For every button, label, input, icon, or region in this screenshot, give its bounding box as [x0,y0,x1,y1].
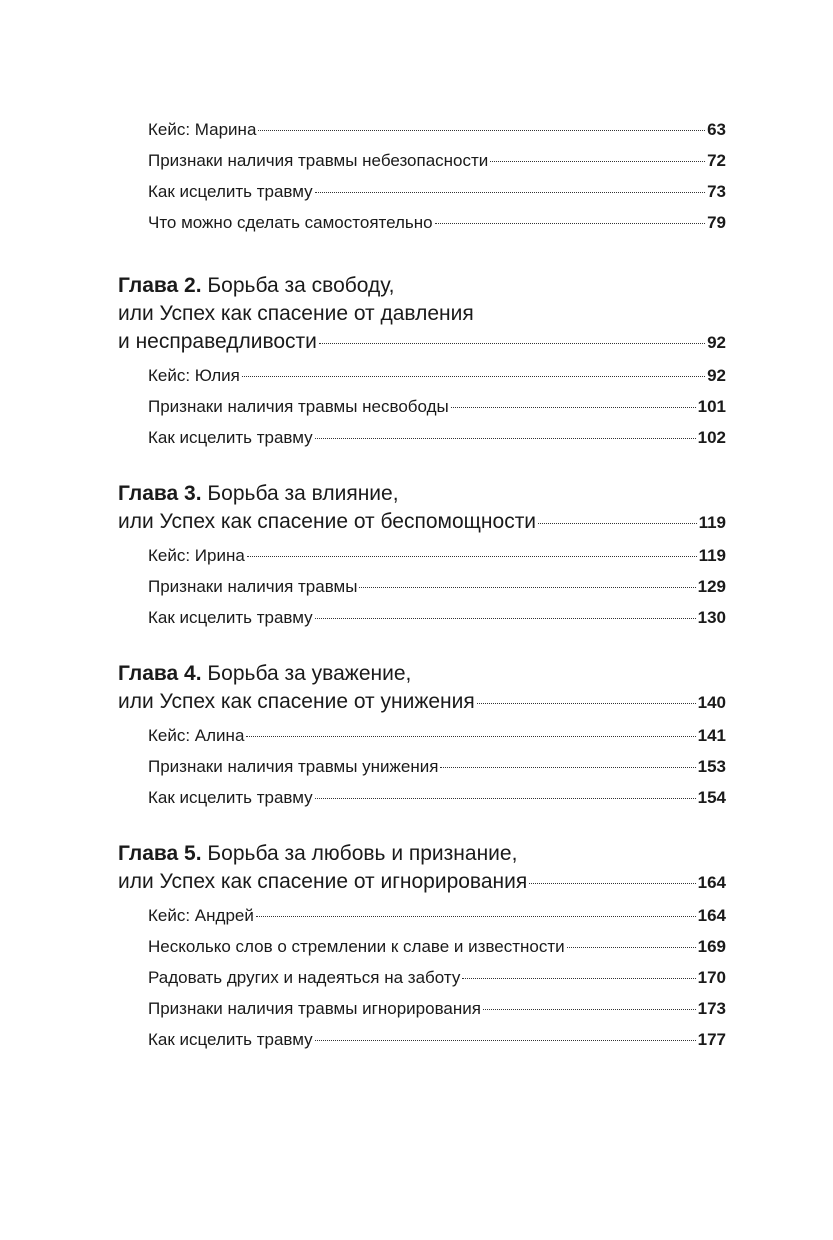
toc-entry-title: Несколько слов о стремлении к славе и известности [148,937,565,956]
chapter-label: Глава 4. [118,662,202,685]
toc-entry-page: 154 [697,788,726,807]
chapter-heading[interactable] [118,840,726,896]
toc-entry-page: 119 [698,546,726,565]
toc-entry-title: Кейс: Алина [148,726,245,745]
chapter-page: 119 [698,513,726,532]
leader-dots [315,618,696,619]
leader-dots [315,438,696,439]
toc-entry-page: 177 [697,1030,726,1049]
toc-entry-title: Признаки наличия травмы несвободы [148,397,449,416]
toc-entry-title: Кейс: Марина [148,120,257,139]
toc-entry[interactable] [148,176,726,207]
toc-entry-page: 63 [707,120,726,139]
leader-dots [315,1040,696,1041]
chapter-title-line: Борьба за свободу, [207,274,395,297]
toc-entry-page: 164 [697,906,726,925]
toc-entry-title: Что можно сделать самостоятельно [148,213,433,232]
leader-dots [529,883,695,884]
leader-dots [538,523,697,524]
leader-dots [256,916,696,917]
leader-dots [242,376,705,377]
leader-dots [440,767,695,768]
toc-entry-page: 173 [697,999,726,1018]
toc-entry[interactable] [148,422,726,453]
toc-entry-title: Как исцелить травму [148,182,313,201]
toc-entry[interactable] [148,931,726,962]
toc-entry-page: 79 [707,213,726,232]
leader-dots [567,947,696,948]
toc-entry-title: Признаки наличия травмы игнорирования [148,999,481,1018]
chapter-heading-last-line [118,868,726,896]
toc-entry[interactable] [148,540,726,571]
leader-dots [490,161,705,162]
chapter-title-line: и несправедливости [118,330,317,353]
toc-entry-title: Радовать других и надеяться на заботу [148,968,461,987]
toc-entry-title: Кейс: Ирина [148,546,245,565]
chapter-entries [118,900,726,1055]
toc-entry[interactable] [148,571,726,602]
toc-entry-title: Как исцелить травму [148,1030,313,1049]
chapter-heading[interactable] [118,272,726,356]
chapter-heading-last-line [118,328,726,356]
toc-entry[interactable] [148,391,726,422]
chapter-title-line: или Успех как спасение от игнорирования [118,870,528,893]
toc-entry-title: Кейс: Юлия [148,366,240,385]
chapter-page: 92 [707,333,726,352]
chapter-title-line: Борьба за уважение, [207,662,412,685]
table-of-contents [118,114,726,1055]
toc-entry[interactable] [148,900,726,931]
leader-dots [451,407,696,408]
chapter-heading-line [118,480,726,508]
chapter-title-line: Борьба за любовь и признание, [207,842,518,865]
toc-entry[interactable] [148,114,726,145]
toc-entry[interactable] [148,602,726,633]
leader-dots [483,1009,696,1010]
chapter-heading-last-line [118,688,726,716]
toc-entry-title: Кейс: Андрей [148,906,254,925]
chapter-entries [118,540,726,633]
chapter-label: Глава 5. [118,842,202,865]
toc-entry[interactable] [148,1024,726,1055]
leader-dots [246,736,695,737]
chapter-title-line: или Успех как спасение от беспомощности [118,510,537,533]
toc-entry[interactable] [148,145,726,176]
chapter-entries [118,720,726,813]
toc-entry[interactable] [148,782,726,813]
toc-entry-page: 130 [697,608,726,627]
toc-entry-title: Как исцелить травму [148,608,313,627]
chapter-heading[interactable] [118,480,726,536]
toc-entry[interactable] [148,962,726,993]
toc-entry-page: 92 [707,366,726,385]
chapter-entries [118,360,726,453]
toc-entry-page: 169 [697,937,726,956]
leader-dots [247,556,697,557]
chapter-page: 140 [697,693,726,712]
toc-entry-title: Признаки наличия травмы [148,577,358,596]
leader-dots [315,192,705,193]
toc-entry-page: 141 [697,726,726,745]
toc-entry[interactable] [148,360,726,391]
chapter-label: Глава 2. [118,274,202,297]
intro-entries [118,114,726,238]
toc-entry-title: Признаки наличия травмы небезопасности [148,151,489,170]
toc-entry-title: Как исцелить травму [148,428,313,447]
leader-dots [435,223,705,224]
toc-entry-title: Признаки наличия травмы унижения [148,757,439,776]
toc-entry-page: 153 [697,757,726,776]
chapter-heading-last-line [118,508,726,536]
toc-entry-title: Как исцелить травму [148,788,313,807]
leader-dots [319,343,705,344]
toc-entry[interactable] [148,993,726,1024]
chapter-heading[interactable] [118,660,726,716]
leader-dots [258,130,705,131]
chapter-heading-line [118,272,726,300]
chapter-title-line: или Успех как спасение от давления [118,302,474,325]
chapter-heading-line [118,660,726,688]
chapter-title-line: Борьба за влияние, [207,482,399,505]
toc-entry-page: 170 [697,968,726,987]
chapter-page: 164 [697,873,726,892]
leader-dots [462,978,695,979]
chapter-label: Глава 3. [118,482,202,505]
toc-entry[interactable] [148,207,726,238]
toc-entry[interactable] [148,751,726,782]
leader-dots [315,798,696,799]
leader-dots [477,703,696,704]
toc-entry-page: 129 [697,577,726,596]
toc-entry-page: 72 [707,151,726,170]
leader-dots [359,587,695,588]
toc-entry-page: 73 [707,182,726,201]
toc-entry-page: 102 [697,428,726,447]
toc-entry-page: 101 [697,397,726,416]
chapter-heading-line [118,840,726,868]
toc-entry[interactable] [148,720,726,751]
chapter-title-line: или Успех как спасение от унижения [118,690,475,713]
